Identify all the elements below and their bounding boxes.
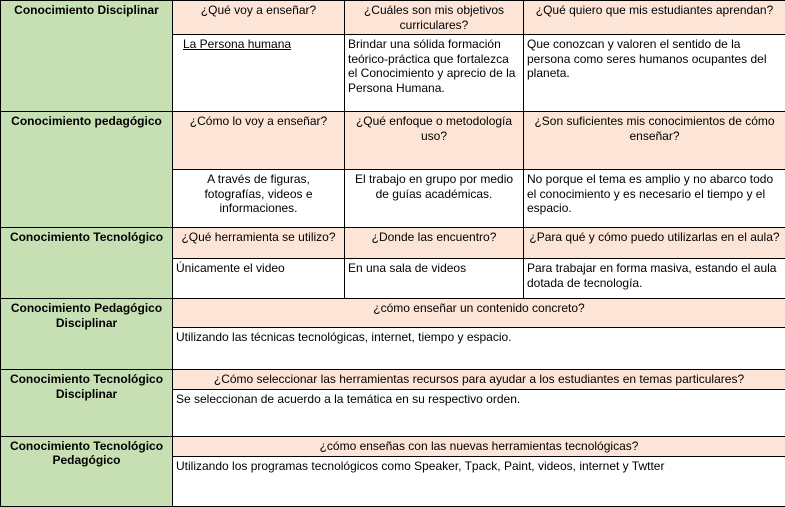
question-herramienta: ¿Qué herramienta se utilizo? <box>173 228 345 259</box>
answer-herramienta: Únicamente el video <box>173 259 345 299</box>
category-tecnologico: Conocimiento Tecnológico <box>1 228 173 299</box>
category-tecnologico-pedagogico: Conocimiento Tecnológico Pedagógico <box>1 436 173 506</box>
category-pedagogico-disciplinar: Conocimiento Pedagógico Disciplinar <box>1 299 173 370</box>
answer-enfoque: El trabajo en grupo por medio de guías académicas. <box>345 170 524 228</box>
question-que-ensenar: ¿Qué voy a enseñar? <box>173 1 345 35</box>
answer-nuevas-herramientas: Utilizando los programas tecnológicos como Speaker, Tpack, Paint, videos, internet y Twtter <box>173 456 785 506</box>
answer-para-que: Para trabajar en forma masiva, estando el aula dotada de tecnología. <box>524 259 785 299</box>
answer-objetivos: Brindar una sólida formación teórico-práctica que fortalezca el Conocimiento y aprecio de la Persona Humana. <box>345 35 524 112</box>
question-seleccionar-herramientas: ¿Cómo seleccionar las herramientas recursos para ayudar a los estudiantes en temas particulares? <box>173 370 785 390</box>
question-enfoque: ¿Qué enfoque o metodología uso? <box>345 112 524 170</box>
answer-que-ensenar: La Persona humana <box>173 35 345 112</box>
question-nuevas-herramientas: ¿cómo enseñas con las nuevas herramientas tecnológicas? <box>173 436 785 456</box>
category-tecnologico-disciplinar: Conocimiento Tecnológico Disciplinar <box>1 370 173 437</box>
answer-donde: En una sala de videos <box>345 259 524 299</box>
answer-suficientes: No porque el tema es amplio y no abarco todo el conocimiento y es necesario el tiempo y el espacio. <box>524 170 785 228</box>
question-para-que: ¿Para qué y cómo puedo utilizarlas en el aula? <box>524 228 785 259</box>
question-como-ensenar: ¿Cómo lo voy a enseñar? <box>173 112 345 170</box>
category-pedagogico: Conocimiento pedagógico <box>1 112 173 228</box>
answer-contenido-concreto: Utilizando las técnicas tecnológicas, internet, tiempo y espacio. <box>173 328 785 370</box>
answer-seleccionar-herramientas: Se seleccionan de acuerdo a la temática en su respectivo orden. <box>173 389 785 436</box>
answer-que-aprendan: Que conozcan y valoren el sentido de la persona como seres humanos ocupantes del planeta. <box>524 35 785 112</box>
question-objetivos: ¿Cuáles son mis objetivos curriculares? <box>345 1 524 35</box>
category-disciplinar: Conocimiento Disciplinar <box>1 1 173 112</box>
question-suficientes: ¿Son suficientes mis conocimientos de cómo enseñar? <box>524 112 785 170</box>
question-que-aprendan: ¿Qué quiero que mis estudiantes aprendan? <box>524 1 785 35</box>
question-donde: ¿Donde las encuentro? <box>345 228 524 259</box>
answer-como-ensenar: A través de figuras, fotografías, videos e informaciones. <box>173 170 345 228</box>
question-contenido-concreto: ¿cómo enseñar un contenido concreto? <box>173 299 785 328</box>
